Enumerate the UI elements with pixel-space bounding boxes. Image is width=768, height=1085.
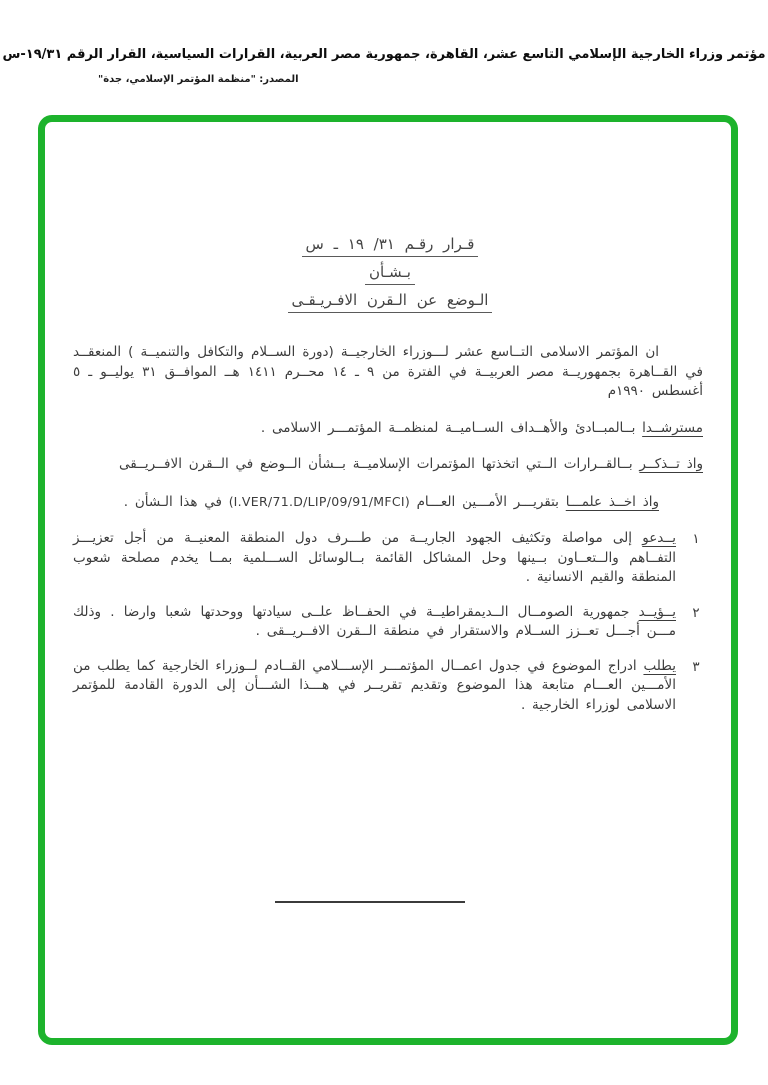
resolution-subject-line: الـوضع عن الـقرن الافـريـقـى [288,291,493,313]
item-lead-word: يــؤيــد [638,603,676,620]
resolution-number-line: قـرار رقـم ٣١/ ١٩ ـ س [302,235,479,257]
resolution-text [67,343,713,715]
resolution-item-2 [73,603,703,642]
preamble-lead-word: واذ اخــذ علمـــا [565,493,659,510]
preamble-lead-word: واذ تــذكــر [639,456,703,472]
item-text [73,603,676,642]
preamble-paragraph-recalling [73,455,703,475]
item-body-text: إلى مواصلة وتكثيف الجهود الجاريــة من طـــرف دول المنطقة المعنيــة من أجل تعزيـــز التفــاهم والــتعــاون بــينها وحل المشاكل القائمة بــالوسائل الســـلمية بمــا يخدم مصلحة شعوب المنطقة والقيم الانسانية . [73,530,676,585]
item-number: ١ [692,531,700,547]
document-frame [38,115,738,1045]
item-lead-word: يطلب [643,657,677,674]
item-number: ٣ [692,658,700,675]
preamble-paragraph-guided [73,419,703,439]
bottom-divider-line [275,901,465,903]
item-number: ٢ [692,604,700,621]
item-body-text: جمهورية الصومــال الــديمقراطيــة في الحفــاظ علــى سيادتها ووحدتها شعبا وارضا . وذلك مـــن أجـــل تعــزز الســلام والاستقرار في منطقة الــقرن الافــريــقى . [73,603,676,639]
item-lead-word: يــدعو [642,530,677,546]
report-reference-code: (I.VER/71.D/LIP/09/91/MFCI) [228,493,410,509]
item-text [73,657,676,716]
preamble-paragraph-text: بــالمبــادئ والأهــداف الســاميــة لمنظمــة المؤتمـــر الاسلامى . [260,419,636,436]
resolution-title [67,234,713,313]
preamble-paragraph-opening [73,343,703,402]
preamble-paragraph-text-after: في هذا الـشأن . [123,493,222,510]
resolution-item-1 [73,529,703,588]
preamble-paragraph-noting-report [73,492,703,513]
item-body-text: ادراج الموضوع في جدول اعمــال المؤتمـــر الإســـلامي القــادم لــوزراء الخارجية كما يطلب من الأمـــين العـــام متابعة هذا الموضوع وتقديم تقريــر في هـــذا الشـــأن إلى الدورة القادمة للمؤتمر الاسلامى لوزراء الخارجية . [73,657,676,713]
source-line: المصدر: "منظمة المؤتمر الإسلامي، جدة" [98,74,299,85]
item-text [73,529,676,588]
preamble-paragraph-text: بــالقــرارات الــتي اتخذتها المؤتمرات الإسلاميــة بــشأن الــوضع في الــقرن الافــريــقى [118,456,633,472]
catalog-header-line: مؤتمر وزراء الخارجية الإسلامي التاسع عشر، القاهرة، جمهورية مصر العربية، القرارات السياسية، القرار الرقم ١٩/٣١-س [2,47,766,62]
preamble-paragraph-text: بتقريـــر الأمـــين العـــام [416,493,559,510]
resolution-item-3 [73,657,703,716]
preamble-lead-word: مسترشــدا [642,419,703,436]
resolution-regarding-line: بـشـأن [365,263,415,285]
catalog-header [0,46,768,85]
preamble-opening-text: ان المؤتمر الاسلامى التــاسع عشر لـــوزراء الخارجيــة (دورة الســلام والتكافل والتنميــة ) المنعقــد في القــاهرة بجمهوريــة مصر العربيــة في الفترة من ٩ ـ ١٤ محــرم ١٤١١ هــ الموافــق ٣١ يوليــو ـ ٥ أغسطس ١٩٩٠م [73,344,703,399]
